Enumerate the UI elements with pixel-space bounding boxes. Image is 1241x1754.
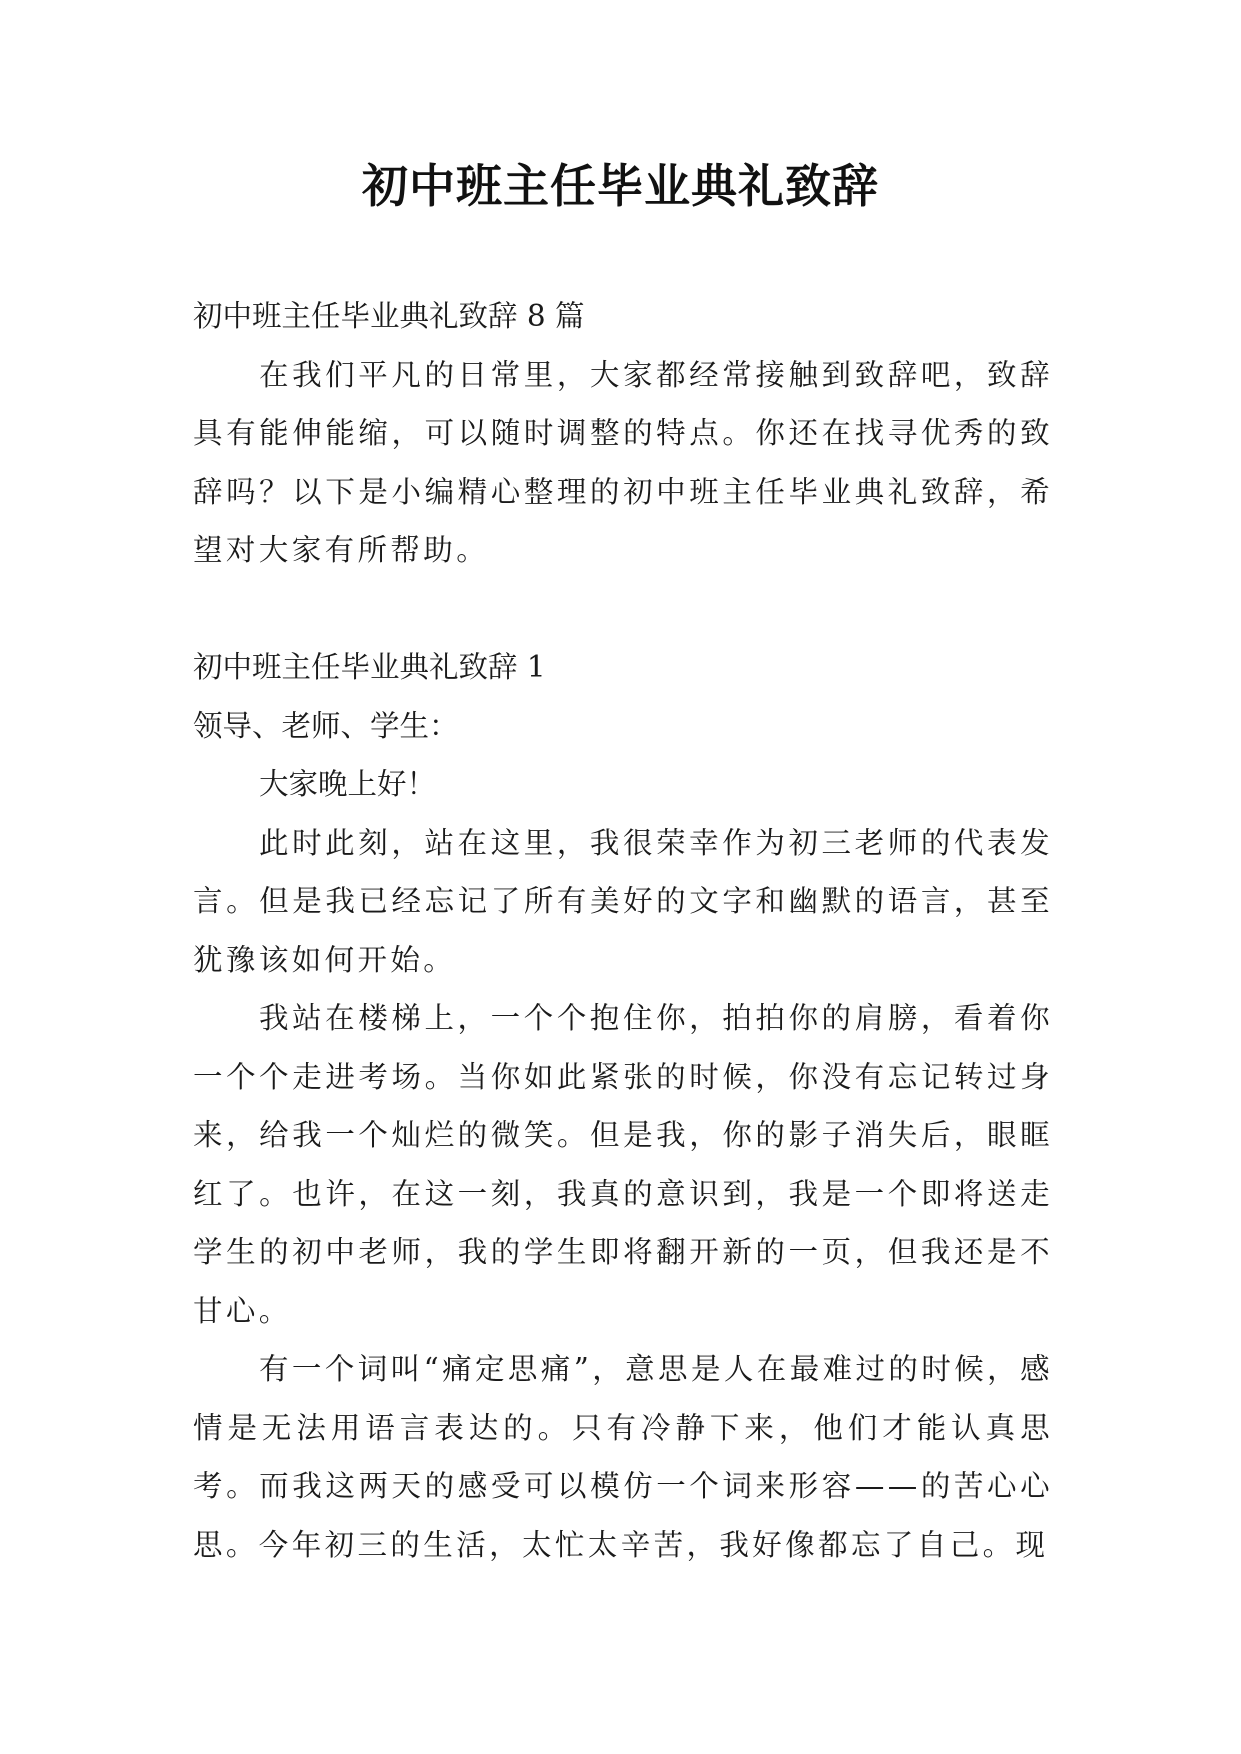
document-body bbox=[193, 287, 1053, 1574]
subtitle: 初中班主任毕业典礼致辞 8 篇 bbox=[193, 299, 585, 333]
document-title: 初中班主任毕业典礼致辞 bbox=[362, 159, 879, 213]
section-heading: 初中班主任毕业典礼致辞 1 bbox=[193, 650, 546, 684]
paragraph-gap bbox=[193, 580, 1053, 639]
intro-paragraph: 在我们平凡的日常里，大家都经常接触到致辞吧，致辞具有能伸能缩，可以随时调整的特点。你还在找寻优秀的致辞吗？以下是小编精心整理的初中班主任毕业典礼致辞，希望对大家有所帮助。 bbox=[193, 357, 1053, 567]
body-paragraph: 我站在楼梯上，一个个抱住你，拍拍你的肩膀，看着你一个个走进考场。当你如此紧张的时候，你没有忘记转过身来，给我一个灿烂的微笑。但是我，你的影子消失后，眼眶红了。也许，在这一刻，我真的意识到，我是一个即将送走学生的初中老师，我的学生即将翻开新的一页，但我还是不甘心。 bbox=[193, 1001, 1053, 1328]
body-paragraph: 有一个词叫“痛定思痛”，意思是人在最难过的时候，感情是无法用语言表达的。只有冷静下来，他们才能认真思考。而我这两天的感受可以模仿一个词来形容——的苦心心思。今年初三的生活，太忙太辛苦，我好像都忘了自己。现 bbox=[193, 1352, 1053, 1562]
salutation: 领导、老师、学生： bbox=[193, 708, 459, 743]
body-paragraph: 此时此刻，站在这里，我很荣幸作为初三老师的代表发言。但是我已经忘记了所有美好的文字和幽默的语言，甚至犹豫该如何开始。 bbox=[193, 825, 1053, 977]
greeting: 大家晚上好！ bbox=[259, 767, 437, 801]
